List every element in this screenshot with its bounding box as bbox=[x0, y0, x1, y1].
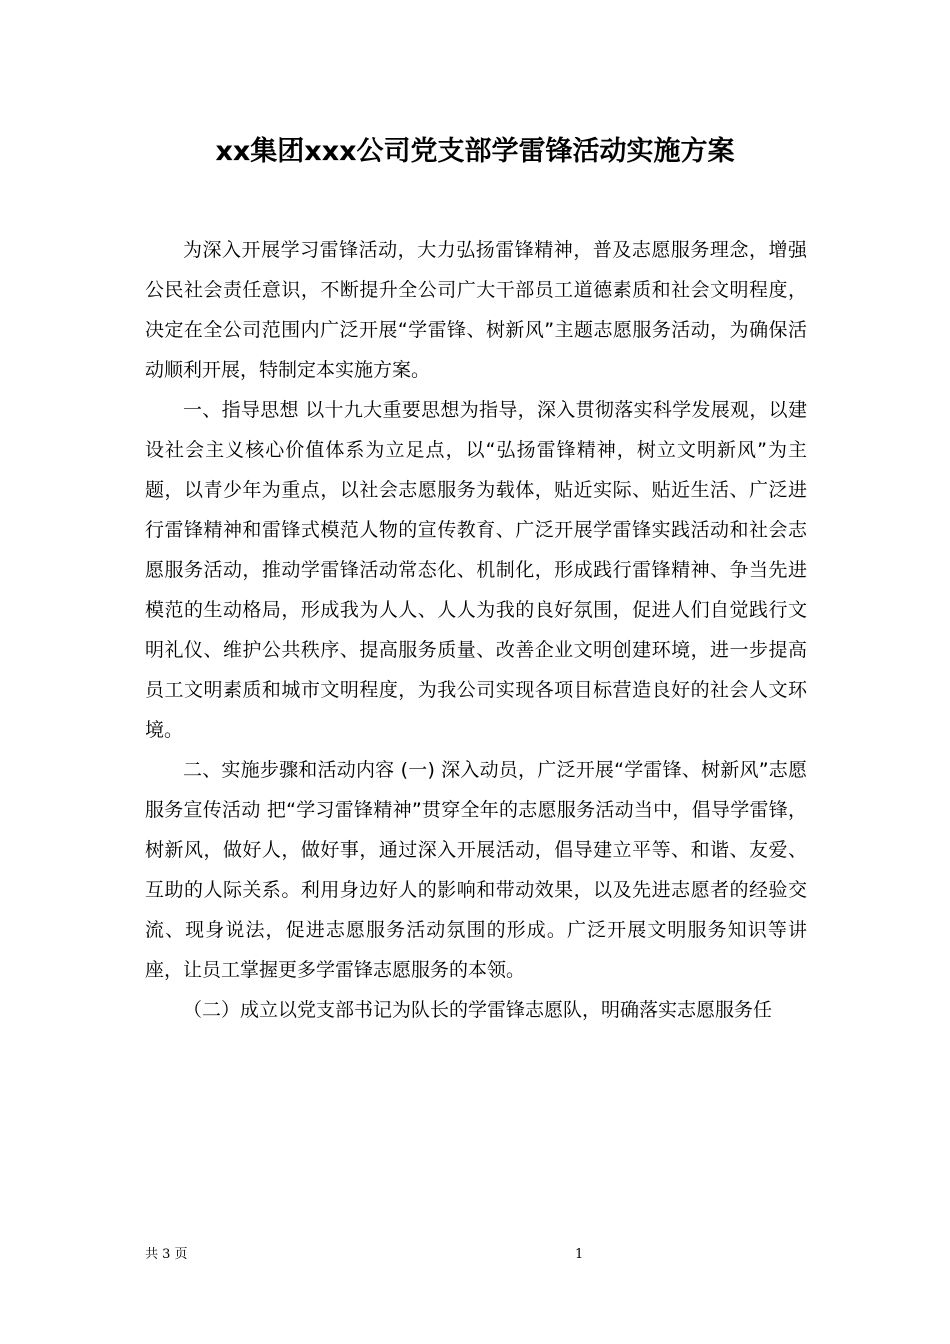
paragraph-implementation-steps: 二、实施步骤和活动内容 (一) 深入动员，广泛开展“学雷锋、树新风”志愿服务宣传活动 把“学习雷锋精神”贯穿全年的志愿服务活动当中，倡导学雷锋，树新风，做好人，做好事，通过深入开展活动，倡导建立平等、和谐、友爱、互助的人际关系。利用身边好人的影响和带动效果，以及先进志愿者的经验交流、现身说法，促进志愿服务活动氛围的形成。广泛开展文明服务知识等讲座，让员工掌握更多学雷锋志愿服务的本领。 bbox=[145, 759, 807, 981]
document-body bbox=[145, 230, 807, 1030]
paragraph-volunteer-team: （二）成立以党支部书记为队长的学雷锋志愿队，明确落实志愿服务任 bbox=[183, 999, 773, 1021]
paragraph-guiding-ideology: 一、指导思想 以十九大重要思想为指导，深入贯彻落实科学发展观，以建设社会主义核心价值体系为立足点，以“弘扬雷锋精神，树立文明新风”为主题，以青少年为重点，以社会志愿服务为载体，贴近实际、贴近生活、广泛进行雷锋精神和雷锋式模范人物的宣传教育、广泛开展学雷锋实践活动和社会志愿服务活动，推动学雷锋活动常态化、机制化，形成践行雷锋精神、争当先进模范的生动格局，形成我为人人、人人为我的良好氛围，促进人们自觉践行文明礼仪、维护公共秩序、提高服务质量、改善企业文明创建环境，进一步提高员工文明素质和城市文明程度，为我公司实现各项目标营造良好的社会人文环境。 bbox=[145, 399, 807, 741]
footer-total-pages: 共 3 页 bbox=[145, 1247, 188, 1262]
document-title: xx集团xxx公司党支部学雷锋活动实施方案 bbox=[215, 136, 735, 167]
paragraph-intro: 为深入开展学习雷锋活动，大力弘扬雷锋精神，普及志愿服务理念，增强公民社会责任意识，不断提升全公司广大干部员工道德素质和社会文明程度，决定在全公司范围内广泛开展“学雷锋、树新风”主题志愿服务活动，为确保活动顺利开展，特制定本实施方案。 bbox=[145, 239, 807, 381]
footer-page-number: 1 bbox=[575, 1247, 584, 1262]
